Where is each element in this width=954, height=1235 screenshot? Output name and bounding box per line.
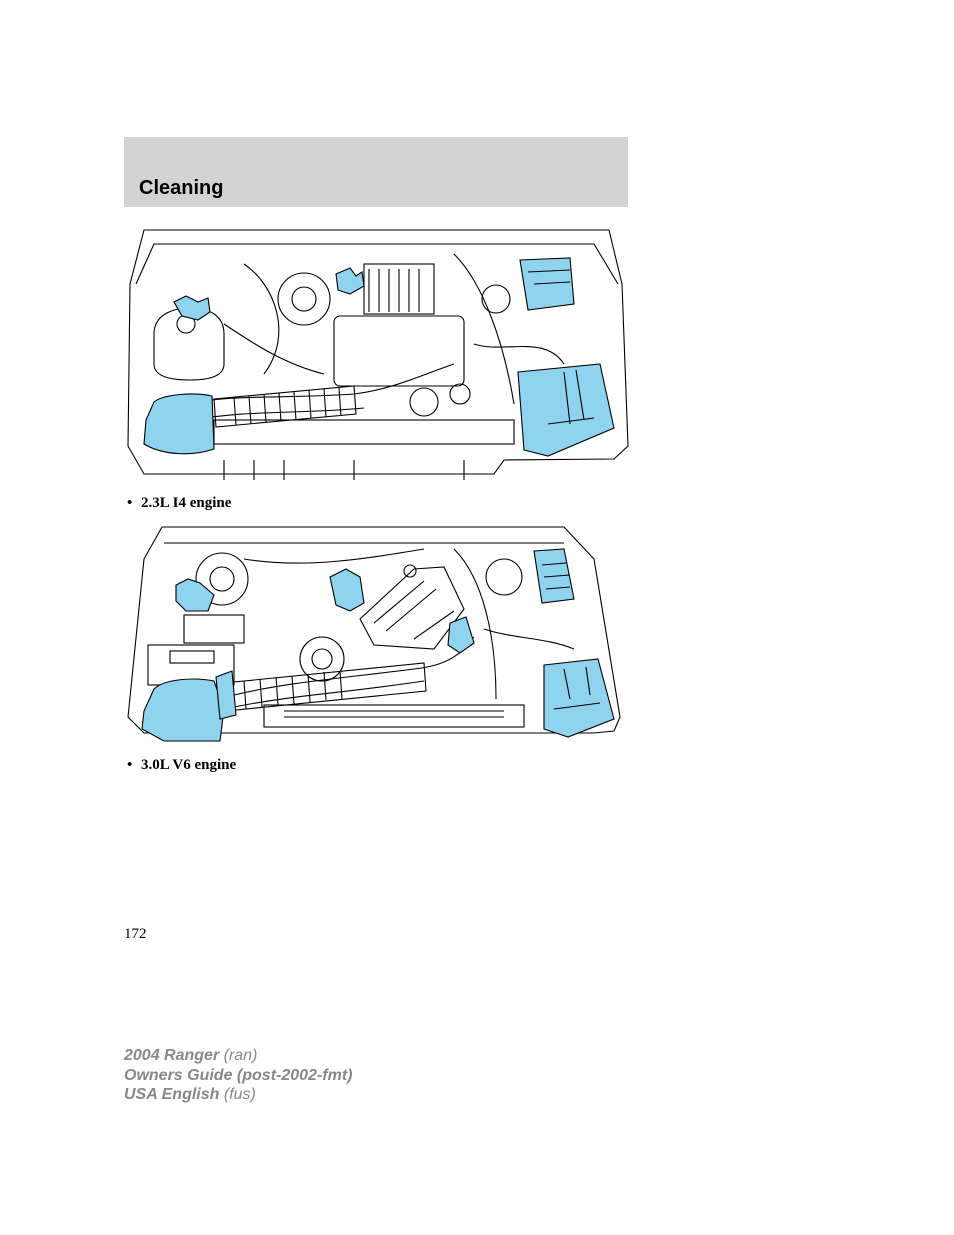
page-number: 172 [124, 926, 147, 942]
figure-caption [127, 495, 231, 512]
footer-line-model: 2004 Ranger (ran) [124, 1047, 258, 1064]
engine-illustration-2-3l [124, 224, 630, 482]
footer-line-guide: Owners Guide (post-2002-fmt) [124, 1066, 353, 1084]
engine-illustration-3-0l [124, 519, 630, 745]
section-title: Cleaning [139, 177, 224, 199]
figure-caption [127, 757, 236, 774]
caption-bullet: • [127, 495, 133, 511]
footer-line-language: USA English (fus) [124, 1086, 256, 1103]
caption-bullet: • [127, 757, 133, 773]
document-footer [124, 1046, 352, 1105]
caption-text: 3.0L V6 engine [141, 757, 237, 773]
section-header-band [124, 137, 628, 207]
caption-text: 2.3L I4 engine [141, 495, 232, 511]
